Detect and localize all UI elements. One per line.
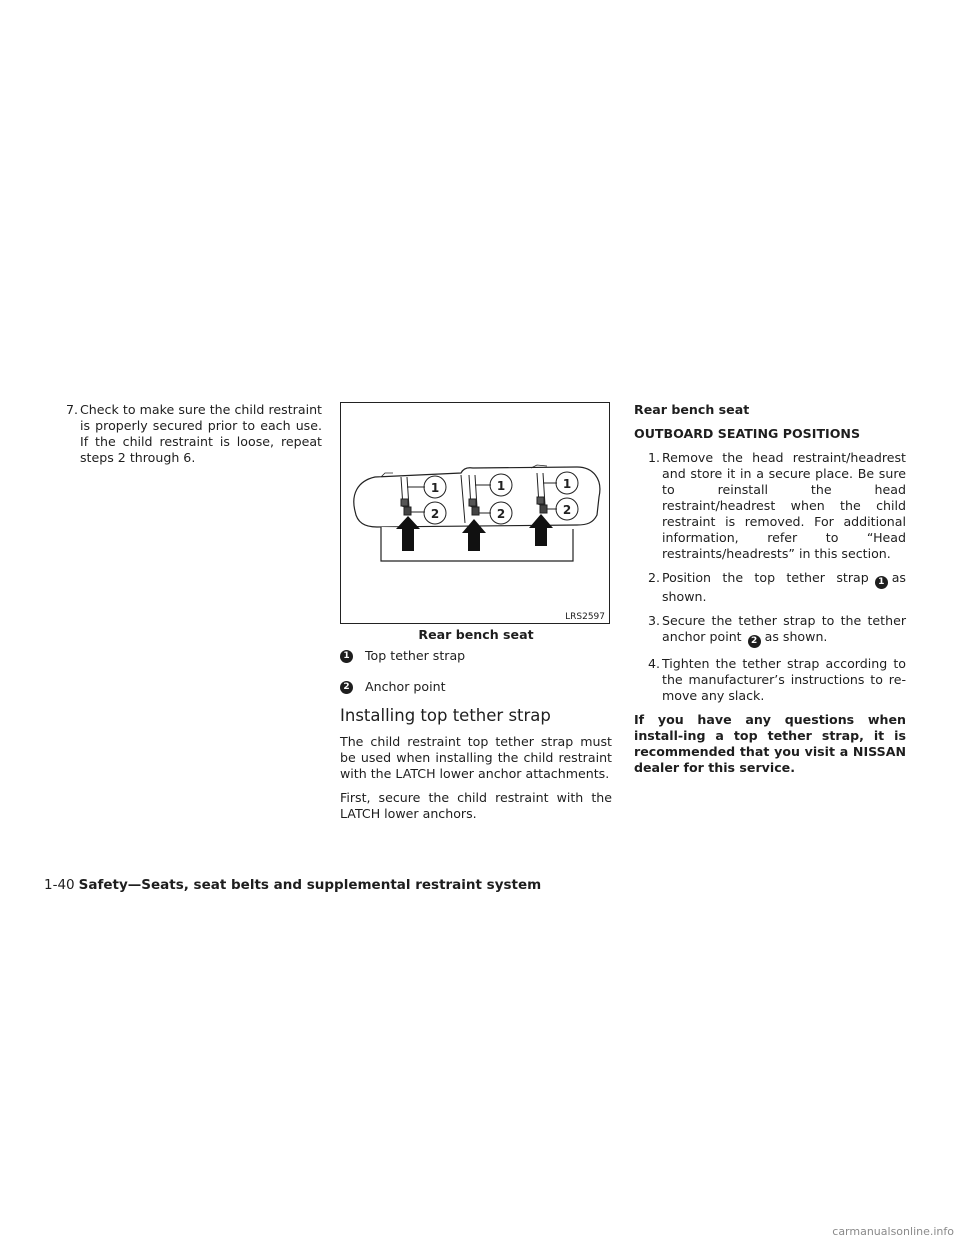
page-footer <box>44 876 541 894</box>
callout-digit: 1 <box>562 477 572 491</box>
step-text: Tighten the tether strap according to the manufacturer’s instructions to re-move any slack. <box>662 656 906 703</box>
callout-digit: 1 <box>496 479 506 493</box>
callout-digit: 2 <box>430 507 440 521</box>
legend-item-anchor-point <box>340 678 612 696</box>
section-heading: Installing top tether strap <box>340 706 551 725</box>
figure-code: LRS2597 <box>565 612 605 622</box>
step-text: Position the top tether strap <box>662 570 869 585</box>
step-1 <box>634 450 906 562</box>
center-tether-assembly <box>469 474 512 524</box>
subheading: Rear bench seat <box>634 402 750 417</box>
legend-label: Top tether strap <box>365 648 466 663</box>
step-text: as shown. <box>764 629 828 644</box>
step-3 <box>634 613 906 648</box>
legend-label: Anchor point <box>365 679 446 694</box>
rear-bench-seat-illustration <box>341 403 611 625</box>
callout-badge: 1 <box>340 650 353 663</box>
right-tether-assembly <box>537 472 578 520</box>
step-number: 2. <box>648 570 661 585</box>
step-2 <box>634 570 906 605</box>
dealer-note: If you have any questions when install-ing a top tether strap, it is recommended that you visit a NISSAN dealer for this service. <box>634 712 906 775</box>
callout-badge: 2 <box>340 681 353 694</box>
watermark: carmanualsonline.info <box>832 1225 954 1238</box>
callout-digit: 2 <box>496 507 506 521</box>
step-number: 4. <box>648 656 661 671</box>
callout-badge: 2 <box>748 635 761 648</box>
step-number: 3. <box>648 613 661 628</box>
callout-digit: 2 <box>562 503 572 517</box>
middle-column <box>340 402 612 822</box>
legend-item-top-tether-strap <box>340 647 612 665</box>
step-text: Secure the tether strap to the tether anchor point <box>662 613 906 644</box>
paragraph: First, secure the child restraint with the LATCH lower anchors. <box>340 790 612 821</box>
seat-split-line <box>461 475 465 523</box>
step-number: 1. <box>648 450 661 465</box>
callout-badge: 1 <box>875 576 888 589</box>
step-text: as shown. <box>662 570 906 604</box>
rear-bench-seat-figure <box>340 402 610 624</box>
step-number: 7. <box>66 402 79 417</box>
step-text: Remove the head restraint/headrest and store it in a secure place. Be sure to reinstall the head restraint/headrest when the child restraint is removed. For additional information, refer to “Head restraints/headrests” in this section. <box>662 450 906 561</box>
paragraph: The child restraint top tether strap must be used when installing the child restraint with the LATCH lower anchor attachments. <box>340 734 612 781</box>
figure-caption: Rear bench seat <box>418 627 534 642</box>
positions-heading: OUTBOARD SEATING POSITIONS <box>634 426 861 441</box>
step-7 <box>52 402 322 466</box>
page-number: 1-40 <box>44 877 75 893</box>
right-column <box>634 402 906 776</box>
chapter-title: Safety—Seats, seat belts and supplemental restraint system <box>78 877 542 893</box>
step-4 <box>634 656 906 704</box>
left-column <box>52 402 322 466</box>
step-text: Check to make sure the child restraint is properly secured prior to each use. If the child restraint is loose, repeat steps 2 through 6. <box>80 402 322 465</box>
callout-digit: 1 <box>430 481 440 495</box>
